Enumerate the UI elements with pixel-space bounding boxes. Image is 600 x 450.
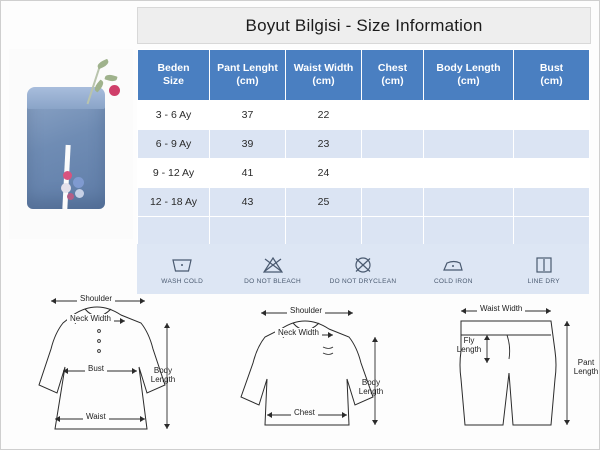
do-not-dryclean-icon bbox=[323, 254, 403, 276]
table-cell: 3 - 6 Ay bbox=[138, 101, 210, 130]
table-cell bbox=[424, 101, 514, 130]
table-cell: 25 bbox=[286, 188, 362, 217]
table-row bbox=[138, 188, 590, 217]
header-line-1: Chest bbox=[377, 61, 408, 74]
diagram-label-waist: Waist bbox=[83, 412, 109, 421]
cold-iron-icon bbox=[413, 254, 493, 276]
table-cell bbox=[424, 217, 514, 248]
table-cell bbox=[514, 159, 590, 188]
table-cell bbox=[138, 217, 210, 248]
care-symbol-do-not-bleach bbox=[233, 254, 313, 285]
header-line-1: Beden bbox=[157, 61, 190, 74]
pants-diagram bbox=[425, 289, 597, 445]
care-symbol-label: DO NOT BLEACH bbox=[244, 277, 302, 285]
header-line-2: (cm) bbox=[312, 75, 335, 87]
table-cell bbox=[362, 130, 424, 159]
header-line-1: Bust bbox=[539, 61, 564, 74]
header-line-1: Waist Width bbox=[293, 61, 354, 74]
diagram-label-bust: Bust bbox=[85, 364, 107, 373]
table-cell bbox=[362, 217, 424, 248]
table-cell: 41 bbox=[210, 159, 286, 188]
care-symbol-label: WASH COLD bbox=[161, 277, 204, 285]
header-line-1: Body Length bbox=[436, 61, 501, 74]
table-cell bbox=[362, 188, 424, 217]
diagram-label-shoulder: Shoulder bbox=[77, 294, 115, 303]
care-symbol-line-dry bbox=[504, 254, 584, 285]
table-cell bbox=[362, 101, 424, 130]
care-symbols-band bbox=[137, 244, 589, 294]
header-line-2: (cm) bbox=[381, 75, 404, 87]
diagram-label-body-length: Body Length bbox=[150, 366, 176, 384]
floral-applique bbox=[59, 169, 93, 203]
care-symbol-wash-cold bbox=[142, 254, 222, 285]
table-cell bbox=[424, 159, 514, 188]
measurement-diagrams bbox=[7, 289, 599, 445]
flower-icon bbox=[109, 85, 120, 96]
diagram-label-waist-width: Waist Width bbox=[477, 304, 525, 313]
table-cell bbox=[514, 217, 590, 248]
table-header-cell bbox=[424, 50, 514, 101]
leaf-icon bbox=[104, 74, 117, 83]
line-dry-icon bbox=[504, 254, 584, 276]
table-cell: 22 bbox=[286, 101, 362, 130]
table-cell bbox=[424, 188, 514, 217]
header-line-2: (cm) bbox=[540, 75, 563, 87]
care-symbol-label: LINE DRY bbox=[527, 277, 560, 285]
do-not-bleach-icon bbox=[233, 254, 313, 276]
diagram-label-shoulder: Shoulder bbox=[287, 306, 325, 315]
header-line-2: (cm) bbox=[236, 75, 259, 87]
table-cell: 43 bbox=[210, 188, 286, 217]
diagram-label-neck-width: Neck Width bbox=[67, 314, 114, 323]
dress-diagram bbox=[15, 289, 205, 445]
diagram-label-fly-length: Fly Length bbox=[456, 336, 482, 354]
table-row bbox=[138, 130, 590, 159]
page-title-text: Boyut Bilgisi - Size Information bbox=[245, 15, 483, 35]
jeans-waistband bbox=[27, 87, 105, 109]
table-header-cell bbox=[138, 50, 210, 101]
table-cell bbox=[362, 159, 424, 188]
table-cell: 6 - 9 Ay bbox=[138, 130, 210, 159]
care-symbol-label: COLD IRON bbox=[433, 277, 473, 285]
wash-cold-icon bbox=[142, 254, 222, 276]
table-cell bbox=[514, 130, 590, 159]
table-cell: 12 - 18 Ay bbox=[138, 188, 210, 217]
header-line-2: Size bbox=[162, 75, 184, 87]
diagram-label-neck-width: Neck Width bbox=[275, 328, 322, 337]
table-cell: 9 - 12 Ay bbox=[138, 159, 210, 188]
table-row bbox=[138, 159, 590, 188]
page-title bbox=[137, 7, 591, 44]
table-cell bbox=[286, 217, 362, 248]
product-photo bbox=[9, 49, 133, 239]
table-cell bbox=[424, 130, 514, 159]
table-header-row bbox=[138, 50, 590, 101]
table-cell: 39 bbox=[210, 130, 286, 159]
table-header-cell bbox=[210, 50, 286, 101]
table-header-cell bbox=[362, 50, 424, 101]
diagram-label-body-length: Body Length bbox=[358, 378, 384, 396]
table-cell bbox=[514, 101, 590, 130]
table-row bbox=[138, 217, 590, 248]
table-row bbox=[138, 101, 590, 130]
table-cell bbox=[210, 217, 286, 248]
diagram-label-chest: Chest bbox=[291, 408, 318, 417]
top-diagram bbox=[225, 289, 405, 445]
table-header-cell bbox=[514, 50, 590, 101]
care-symbol-label: DO NOT DRYCLEAN bbox=[329, 277, 397, 285]
table-cell: 37 bbox=[210, 101, 286, 130]
header-line-2: (cm) bbox=[457, 75, 480, 87]
table-cell: 23 bbox=[286, 130, 362, 159]
table-header-cell bbox=[286, 50, 362, 101]
leaf-icon bbox=[96, 59, 109, 70]
table-cell: 24 bbox=[286, 159, 362, 188]
care-symbol-do-not-dryclean bbox=[323, 254, 403, 285]
care-symbol-cold-iron bbox=[413, 254, 493, 285]
diagram-label-pant-length: Pant Length bbox=[573, 358, 599, 376]
size-table bbox=[137, 49, 590, 248]
header-line-1: Pant Lenght bbox=[217, 61, 278, 74]
table-cell bbox=[514, 188, 590, 217]
